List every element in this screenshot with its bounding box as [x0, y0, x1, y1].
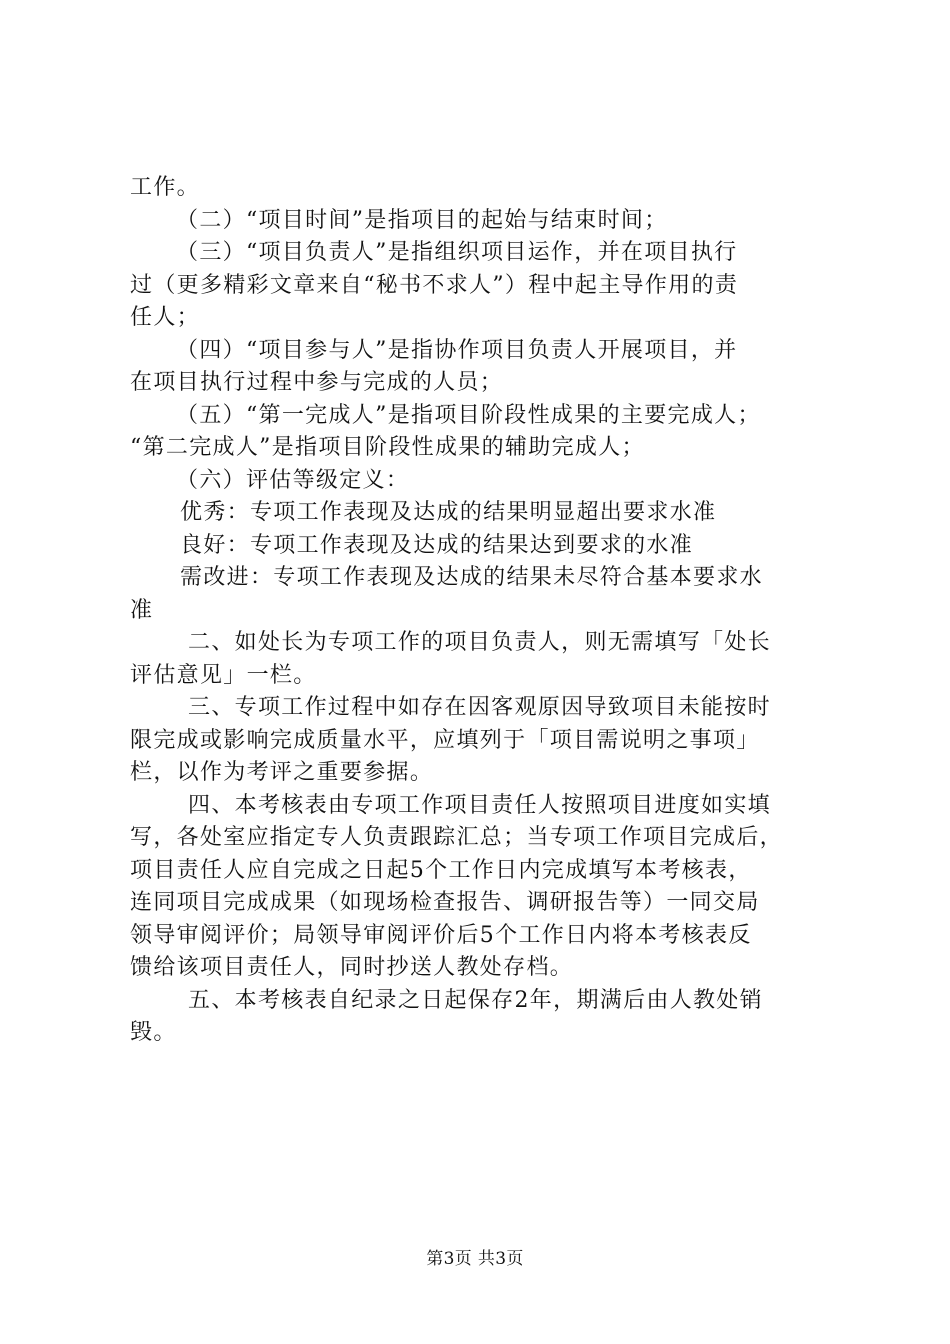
text-line: 优秀：专项工作表现及达成的结果明显超出要求水准	[180, 500, 717, 525]
text-line: 评估意见」一栏。	[130, 662, 317, 688]
text-line: 连同项目完成成果（如现场检查报告、调研报告等）一同交局	[130, 890, 760, 915]
text-line: 工作。	[130, 175, 200, 200]
document-body	[130, 172, 830, 1050]
page-number-footer: 第3页 共3页	[426, 1249, 524, 1269]
text-line: “第二完成人”是指项目阶段性成果的辅助完成人；	[130, 435, 645, 460]
text-line: 过（更多精彩文章来自“秘书不求人”）程中起主导作用的责	[130, 272, 739, 298]
text-line: 项目责任人应自完成之日起5个工作日内完成填写本考核表，	[130, 857, 752, 883]
text-line: 四、本考核表由专项工作项目责任人按照项目进度如实填	[188, 792, 772, 818]
text-line: 限完成或影响完成质量水平，应填列于「项目需说明之事项」	[130, 727, 760, 753]
text-line: 五、本考核表自纪录之日起保存2年，期满后由人教处销	[188, 987, 763, 1013]
text-line: 毁。	[130, 1020, 177, 1045]
text-line: 二、如处长为专项工作的项目负责人，则无需填写「处长	[188, 630, 772, 655]
text-line: 写，各处室应指定专人负责跟踪汇总；当专项工作项目完成后，	[130, 825, 783, 850]
text-line: 馈给该项目责任人，同时抄送人教处存档。	[130, 955, 574, 980]
text-line: 需改进：专项工作表现及达成的结果未尽符合基本要求水	[180, 565, 764, 590]
text-line: 栏，以作为考评之重要参据。	[130, 760, 434, 785]
text-line: 领导审阅评价；局领导审阅评价后5个工作日内将本考核表反	[130, 922, 752, 948]
text-line: （六）评估等级定义：	[176, 467, 410, 493]
text-line: 任人；	[130, 305, 200, 330]
text-line: （三）“项目负责人”是指组织项目运作，并在项目执行	[176, 240, 738, 265]
text-line: 准	[130, 597, 154, 623]
text-line: （二）“项目时间”是指项目的起始与结束时间；	[176, 207, 668, 233]
text-line: （五）“第一完成人”是指项目阶段性成果的主要完成人；	[176, 402, 761, 428]
text-line: （四）“项目参与人”是指协作项目负责人开展项目，并	[176, 337, 738, 363]
text-line: 三、专项工作过程中如存在因客观原因导致项目未能按时	[188, 695, 772, 720]
text-line: 良好：专项工作表现及达成的结果达到要求的水准	[180, 532, 694, 558]
text-line: 在项目执行过程中参与完成的人员；	[130, 370, 504, 395]
